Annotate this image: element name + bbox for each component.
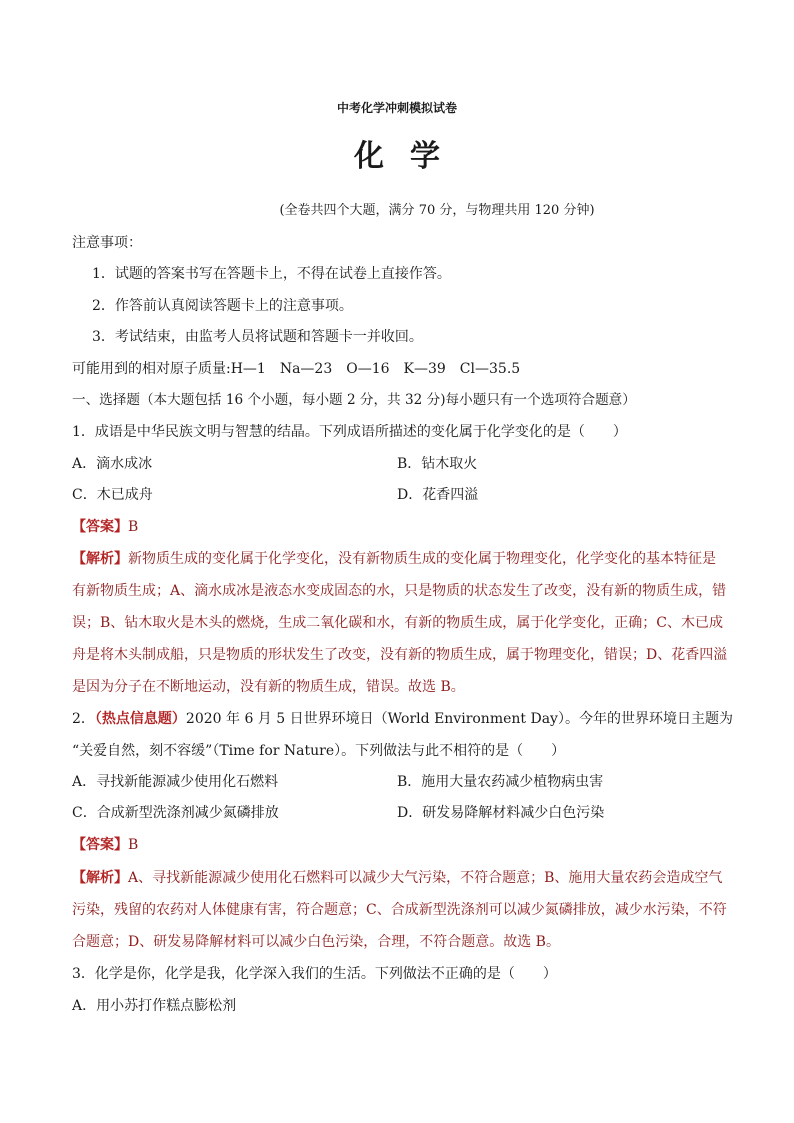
note-item: 3．考试结束，由监考人员将试题和答题卡一并收回。 <box>92 329 423 345</box>
answer-value: B <box>128 519 139 535</box>
analysis-line: 合题意；D、研发易降解材料可以减少白色污染，合理，不符合题意。故选 B。 <box>72 934 560 950</box>
note-item: 2．作答前认真阅读答题卡上的注意事项。 <box>92 298 353 314</box>
question-text: 2020 年 6 月 5 日世界环境日（World Environment Day）。今年的世界环境日主题为 <box>185 711 733 727</box>
option-a: A．用小苏打作糕点膨松剂 <box>72 998 237 1014</box>
note-item: 1．试题的答案书写在答题卡上，不得在试卷上直接作答。 <box>92 266 451 282</box>
section-heading: 一、选择题（本大题包括 16 个小题，每小题 2 分，共 32 分)每小题只有一个选项符合题意） <box>72 392 636 408</box>
question-stem: 1．成语是中华民族文明与智慧的结晶。下列成语所描述的变化属于化学变化的是（ ） <box>72 424 627 440</box>
option-row <box>72 485 722 505</box>
analysis-text: A、寻找新能源减少使用化石燃料可以减少大气污染，不符合题意；B、施用大量农药会造成空气 <box>128 870 723 886</box>
option-b: B．钻木取火 <box>397 456 478 472</box>
analysis-tag: 【解析】 <box>72 870 128 886</box>
notes-heading: 注意事项： <box>72 235 142 251</box>
analysis-line: 污染，残留的农药对人体健康有害，符合题意；C、合成新型洗涤剂可以减少氮磷排放，减少水污染，不符 <box>72 902 727 918</box>
answer-line <box>72 835 722 855</box>
answer-value: B <box>128 837 139 853</box>
option-d: D．花香四溢 <box>397 487 479 503</box>
question-stem: 3．化学是你，化学是我，化学深入我们的生活。下列做法不正确的是（ ） <box>72 966 557 982</box>
analysis-tag: 【解析】 <box>72 551 128 567</box>
option-row <box>72 454 722 474</box>
answer-tag: 【答案】 <box>72 519 128 535</box>
option-d: D．研发易降解材料减少白色污染 <box>397 805 605 821</box>
analysis-line: 有新物质生成；A、滴水成冰是液态水变成固态的水，只是物质的状态发生了改变，没有新的物质生成，错 <box>72 583 727 599</box>
exam-info: (全卷共四个大题，满分 70 分，与物理共用 120 分钟) <box>279 203 595 218</box>
question-stem-cont: “关爱自然，刻不容缓”（Time for Nature）。下列做法与此不相符的是（ ） <box>72 743 566 759</box>
exam-subtitle: 中考化学冲刺模拟试卷 <box>336 101 457 115</box>
option-row <box>72 772 722 792</box>
option-row <box>72 803 722 823</box>
answer-tag: 【答案】 <box>72 837 128 853</box>
option-c: C．合成新型洗涤剂减少氮磷排放 <box>72 805 279 821</box>
analysis-line <box>72 868 722 888</box>
analysis-line: 是因为分子在不断地运动，没有新的物质生成，错误。故选 B。 <box>72 679 465 695</box>
analysis-line <box>72 549 722 569</box>
answer-line <box>72 517 722 537</box>
question-tag: （热点信息题） <box>94 711 186 727</box>
analysis-line: 舟是将木头制成船，只是物质的形状发生了改变，没有新的物质生成，属于物理变化，错误；D、花香四溢 <box>72 647 728 663</box>
option-b: B．施用大量农药减少植物病虫害 <box>397 774 604 790</box>
analysis-line: 误；B、钻木取火是木头的燃烧，生成二氧化碳和水，有新的物质生成，属于化学变化，正确；C、木已成 <box>72 615 723 631</box>
option-a: A．滴水成冰 <box>72 456 153 472</box>
atomic-masses: 可能用到的相对原子质量:H—1 Na—23 O—16 K—39 Cl—35.5 <box>72 361 521 377</box>
option-c: C．木已成舟 <box>72 487 153 503</box>
option-a: A．寻找新能源减少使用化石燃料 <box>72 774 279 790</box>
analysis-text: 新物质生成的变化属于化学变化，没有新物质生成的变化属于物理变化，化学变化的基本特征是 <box>128 551 716 567</box>
exam-title: 化学 <box>354 139 466 174</box>
question-number: 2． <box>72 711 95 727</box>
question-stem <box>72 709 733 729</box>
